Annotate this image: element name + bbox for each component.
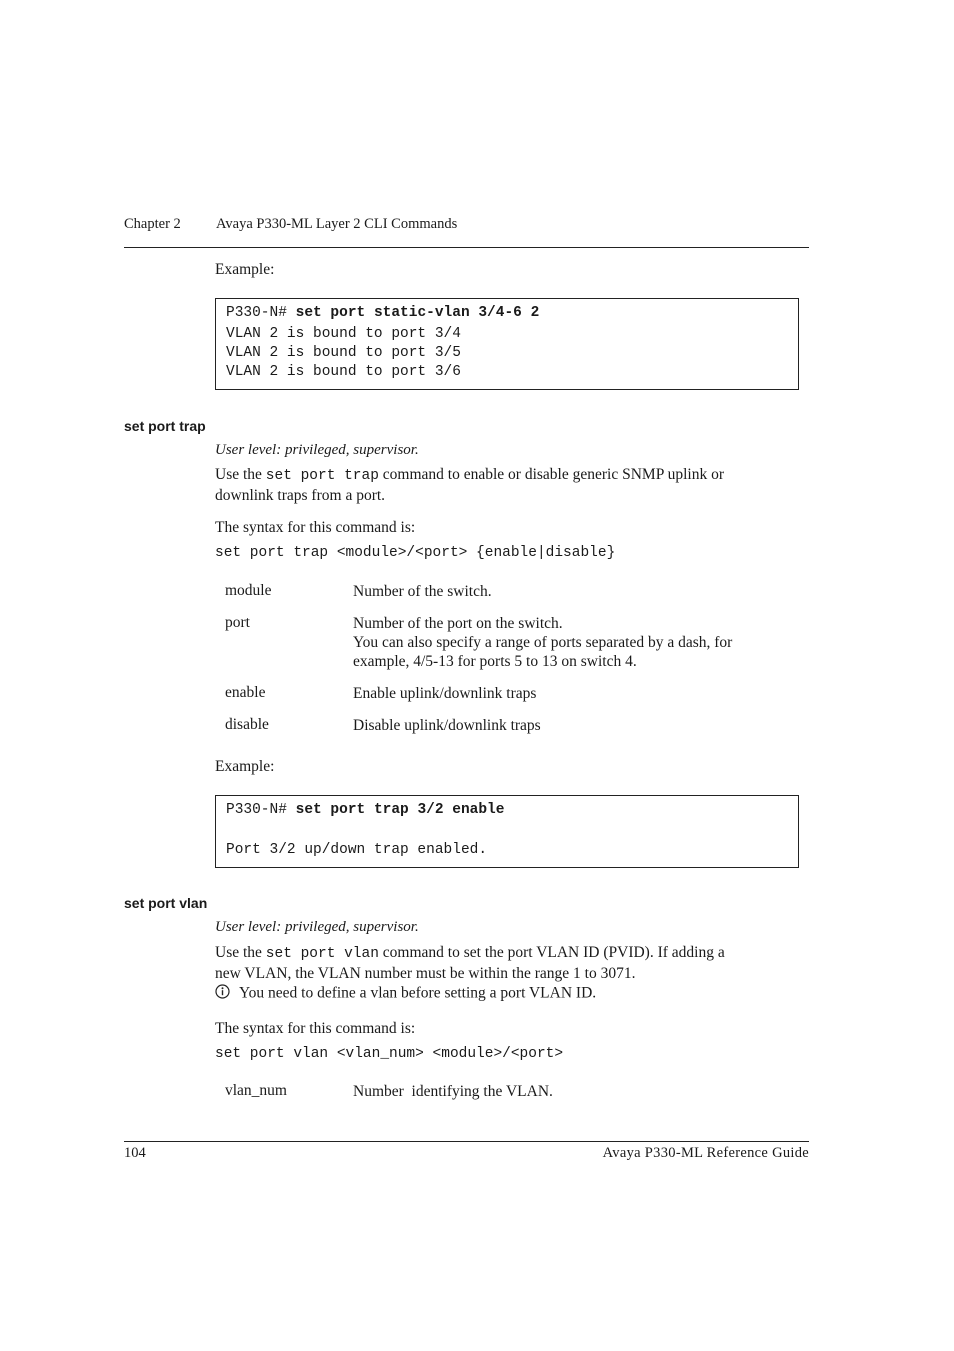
param-term: disable	[225, 716, 269, 733]
header-rule	[124, 247, 809, 248]
section-heading-set-port-trap: set port trap	[124, 418, 206, 434]
section-heading-set-port-vlan: set port vlan	[124, 895, 208, 911]
cli-prompt: P330-N#	[226, 802, 287, 818]
cli-output-line: VLAN 2 is bound to port 3/4	[226, 326, 461, 342]
guide-title: Avaya P330-ML Reference Guide	[602, 1145, 809, 1161]
syntax-intro: The syntax for this command is:	[215, 519, 416, 536]
info-circle-icon	[215, 984, 230, 1004]
param-desc: Number identifying the VLAN.	[353, 1083, 553, 1100]
code-box-set-port-trap	[215, 795, 799, 868]
chapter-title: Avaya P330-ML Layer 2 CLI Commands	[216, 216, 458, 232]
syntax-line: set port trap <module>/<port> {enable|disable}	[215, 545, 616, 561]
param-desc: Number of the port on the switch. You can also specify a range of ports separated by a dash, for example, 4/5-13 for ports 5 to 13 on switch 4.	[353, 615, 733, 670]
param-desc: Number of the switch.	[353, 583, 492, 600]
user-level: User level: privileged, supervisor.	[215, 919, 419, 935]
cli-prompt: P330-N#	[226, 305, 287, 321]
example-label: Example:	[215, 261, 275, 278]
example-label: Example:	[215, 758, 275, 775]
chapter-label: Chapter 2	[124, 216, 181, 232]
cli-command: set port trap 3/2 enable	[295, 802, 505, 818]
command-description: Use the set port vlan command to set the port VLAN ID (PVID). If adding a new VLAN, the VLAN number must be within the range 1 to 3071.	[215, 944, 725, 982]
user-level: User level: privileged, supervisor.	[215, 442, 419, 458]
command-description: Use the set port trap command to enable or disable generic SNMP uplink or downlink traps from a port.	[215, 466, 725, 504]
param-term: enable	[225, 684, 266, 701]
note	[215, 984, 596, 1004]
syntax-intro: The syntax for this command is:	[215, 1020, 416, 1037]
cli-output-line: VLAN 2 is bound to port 3/5	[226, 345, 461, 361]
cli-command: set port static-vlan 3/4-6 2	[295, 305, 540, 321]
cli-output-line: Port 3/2 up/down trap enabled.	[226, 842, 488, 858]
page-number: 104	[124, 1145, 146, 1161]
footer-rule	[124, 1141, 809, 1142]
syntax-line: set port vlan <vlan_num> <module>/<port>	[215, 1046, 564, 1062]
param-term: vlan_num	[225, 1082, 287, 1099]
param-term: port	[225, 614, 250, 631]
param-term: module	[225, 582, 272, 599]
code-box-static-vlan	[215, 298, 799, 390]
param-desc: Enable uplink/downlink traps	[353, 685, 537, 702]
cli-output-line: VLAN 2 is bound to port 3/6	[226, 364, 461, 380]
param-desc: Disable uplink/downlink traps	[353, 717, 541, 734]
note-text: You need to define a vlan before setting a port VLAN ID.	[239, 984, 597, 1002]
